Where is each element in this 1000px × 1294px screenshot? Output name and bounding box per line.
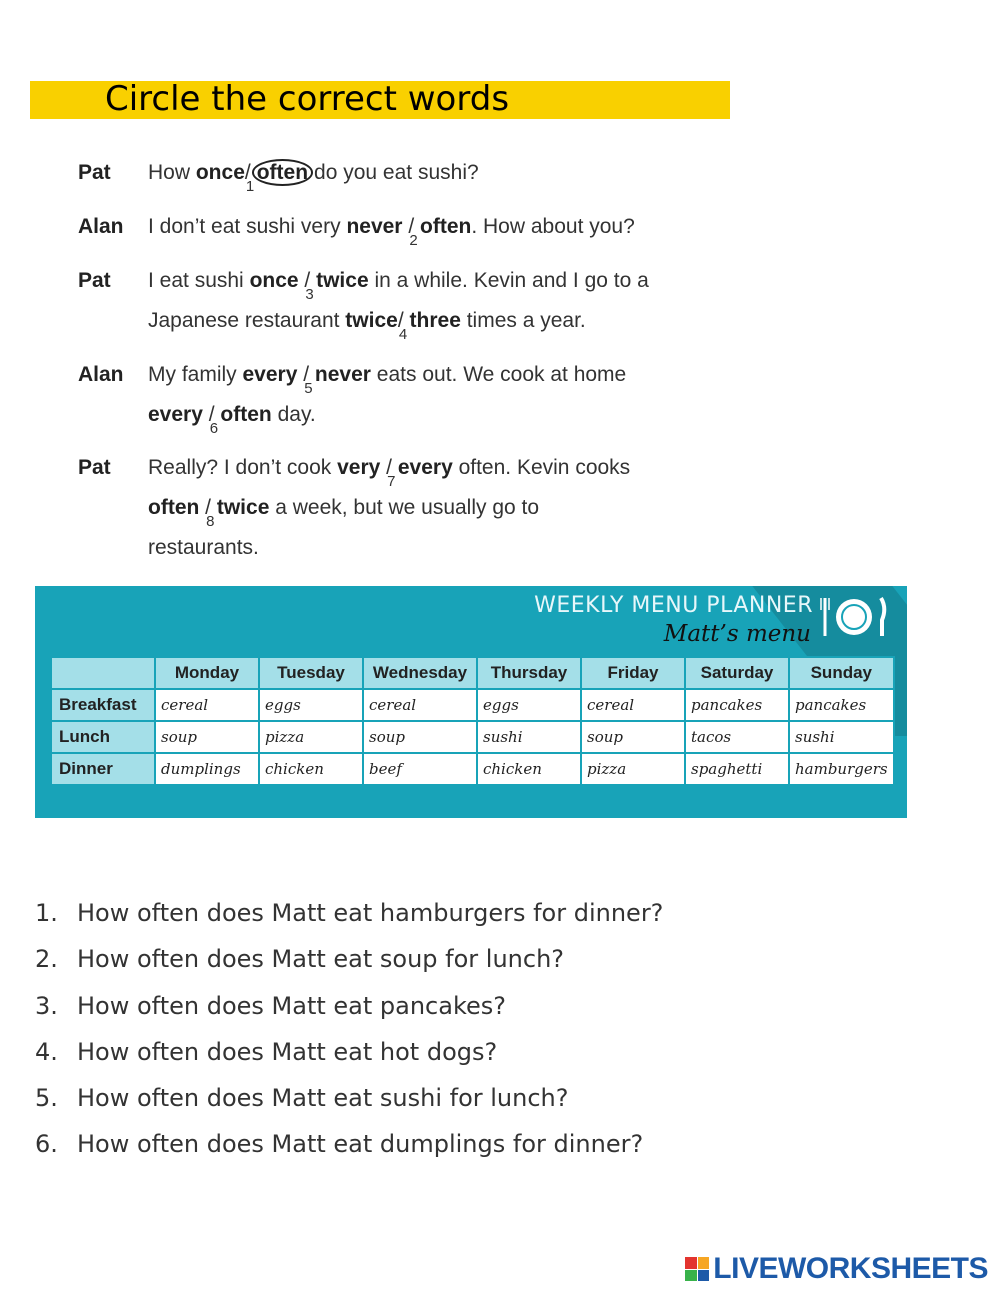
table-row — [51, 721, 894, 753]
column-header: Wednesday — [363, 657, 477, 689]
table-row — [51, 753, 894, 785]
question-item — [35, 1124, 663, 1170]
dialogue-line-6 — [148, 403, 316, 437]
logo-text: LIVEWORKSHEETS — [713, 1252, 988, 1285]
dialogue-line-2 — [148, 215, 635, 249]
column-header: Friday — [581, 657, 685, 689]
gap-number: 2 — [409, 232, 418, 249]
menu-subtitle: Matt’s menu — [663, 621, 811, 647]
choice-1b-circled[interactable]: often — [252, 159, 313, 186]
line-text: in a while. Kevin and I go to a — [368, 269, 649, 292]
line-text: eats out. We cook at home — [370, 363, 627, 386]
liveworksheets-logo[interactable] — [685, 1252, 988, 1286]
table-cell: sushi — [477, 721, 581, 753]
question-text: How often does Matt eat dumplings for dinner? — [77, 1130, 644, 1159]
dialogue-line-1 — [148, 161, 479, 195]
line-text: My family — [148, 363, 243, 386]
question-number: 1. — [35, 899, 58, 927]
choice-separator: / 2 — [408, 215, 418, 249]
table-cell: pancakes — [789, 689, 894, 721]
choice-separator: / 4 — [397, 309, 408, 343]
choice-separator: / 5 — [303, 363, 313, 397]
table-cell: chicken — [259, 753, 363, 785]
choice-4b[interactable]: three — [409, 309, 461, 332]
menu-table — [50, 656, 895, 786]
question-number: 3. — [35, 991, 58, 1020]
table-cell: dumplings — [155, 753, 259, 785]
line-text: day. — [271, 403, 316, 426]
choice-1a[interactable]: once — [195, 161, 245, 184]
table-cell: cereal — [363, 689, 477, 721]
question-item — [35, 1078, 663, 1124]
line-text: Really? I don’t cook — [148, 456, 338, 479]
table-cell: beef — [363, 753, 477, 785]
column-header: Saturday — [685, 657, 789, 689]
dialogue-line-3 — [148, 269, 649, 303]
dialogue-line-9: restaurants. — [148, 536, 259, 559]
gap-number: 7 — [387, 473, 396, 490]
choice-7b[interactable]: every — [397, 456, 453, 479]
line-text: . How about you? — [471, 215, 635, 238]
plate-cutlery-icon — [819, 596, 889, 638]
choice-5a[interactable]: every — [242, 363, 298, 386]
question-text: How often does Matt eat pancakes? — [77, 991, 507, 1020]
question-list — [35, 893, 663, 1171]
choice-8b[interactable]: twice — [216, 496, 270, 519]
row-header: Dinner — [51, 753, 155, 785]
speaker-pat: Pat — [78, 161, 111, 184]
table-cell: eggs — [259, 689, 363, 721]
row-header: Breakfast — [51, 689, 155, 721]
question-number: 2. — [35, 945, 58, 974]
table-row — [51, 689, 894, 721]
table-cell: spaghetti — [685, 753, 789, 785]
choice-3a[interactable]: once — [249, 269, 299, 292]
question-text: How often does Matt eat sushi for lunch? — [77, 1084, 569, 1113]
speaker-pat: Pat — [78, 269, 111, 292]
gap-number: 3 — [305, 286, 314, 303]
gap-number: 4 — [398, 326, 408, 343]
dialogue — [0, 0, 730, 580]
table-cell: sushi — [789, 721, 894, 753]
speaker-alan: Alan — [78, 215, 124, 238]
gap-number: 5 — [304, 380, 313, 397]
gap-number: 6 — [209, 420, 219, 437]
question-item — [35, 986, 663, 1032]
speaker-pat: Pat — [78, 456, 111, 479]
table-cell: pancakes — [685, 689, 789, 721]
table-cell: tacos — [685, 721, 789, 753]
choice-separator: / 7 — [386, 456, 396, 490]
table-cell: soup — [363, 721, 477, 753]
column-header: Monday — [155, 657, 259, 689]
line-text: How — [148, 161, 196, 184]
table-cell: eggs — [477, 689, 581, 721]
table-cell: cereal — [581, 689, 685, 721]
choice-separator: / 3 — [304, 269, 314, 303]
question-text: How often does Matt eat hot dogs? — [77, 1037, 498, 1066]
choice-separator: / 1 — [244, 161, 255, 195]
table-corner — [51, 657, 155, 689]
table-cell: soup — [155, 721, 259, 753]
table-cell: pizza — [259, 721, 363, 753]
dialogue-line-7 — [148, 456, 631, 490]
line-text: times a year. — [460, 309, 586, 332]
logo-icon — [685, 1257, 709, 1281]
choice-2a[interactable]: never — [346, 215, 403, 238]
choice-separator: / 8 — [205, 496, 215, 530]
question-text: How often does Matt eat soup for lunch? — [77, 945, 565, 974]
choice-6b[interactable]: often — [220, 403, 272, 426]
choice-separator: / 6 — [208, 403, 219, 437]
column-header: Sunday — [789, 657, 894, 689]
question-number: 5. — [35, 1084, 58, 1113]
speaker-alan: Alan — [78, 363, 124, 386]
table-cell: hamburgers — [789, 753, 894, 785]
choice-7a[interactable]: very — [337, 456, 381, 479]
row-header: Lunch — [51, 721, 155, 753]
table-header-row — [51, 657, 894, 689]
column-header: Thursday — [477, 657, 581, 689]
choice-6a[interactable]: every — [148, 403, 203, 426]
line-text: a week, but we usually go to — [269, 496, 540, 519]
column-header: Tuesday — [259, 657, 363, 689]
line-text: I eat sushi — [148, 269, 250, 292]
dialogue-line-4 — [148, 309, 586, 343]
dialogue-line-8 — [148, 496, 540, 530]
line-text: do you eat sushi? — [314, 161, 479, 184]
gap-number: 1 — [245, 178, 255, 195]
question-text: How often does Matt eat hamburgers for dinner? — [77, 899, 664, 927]
question-number: 4. — [35, 1037, 58, 1066]
question-item — [35, 939, 663, 985]
table-cell: soup — [581, 721, 685, 753]
menu-title: WEEKLY MENU PLANNER — [534, 593, 813, 618]
line-text: Japanese restaurant — [148, 309, 346, 332]
choice-2b[interactable]: often — [420, 215, 472, 238]
question-item — [35, 1032, 663, 1078]
instruction-title: Circle the correct words — [105, 79, 510, 119]
line-text: I don’t eat sushi very — [148, 215, 347, 238]
dialogue-line-5 — [148, 363, 627, 397]
weekly-menu-planner — [35, 586, 907, 818]
gap-number: 8 — [206, 513, 215, 530]
choice-3b[interactable]: twice — [316, 269, 369, 292]
table-cell: chicken — [477, 753, 581, 785]
choice-4a[interactable]: twice — [345, 309, 398, 332]
table-cell: pizza — [581, 753, 685, 785]
choice-5b[interactable]: never — [314, 363, 371, 386]
table-cell: cereal — [155, 689, 259, 721]
line-text: often. Kevin cooks — [452, 456, 631, 479]
question-item — [35, 893, 663, 939]
choice-8a[interactable]: often — [148, 496, 200, 519]
question-number: 6. — [35, 1130, 58, 1159]
